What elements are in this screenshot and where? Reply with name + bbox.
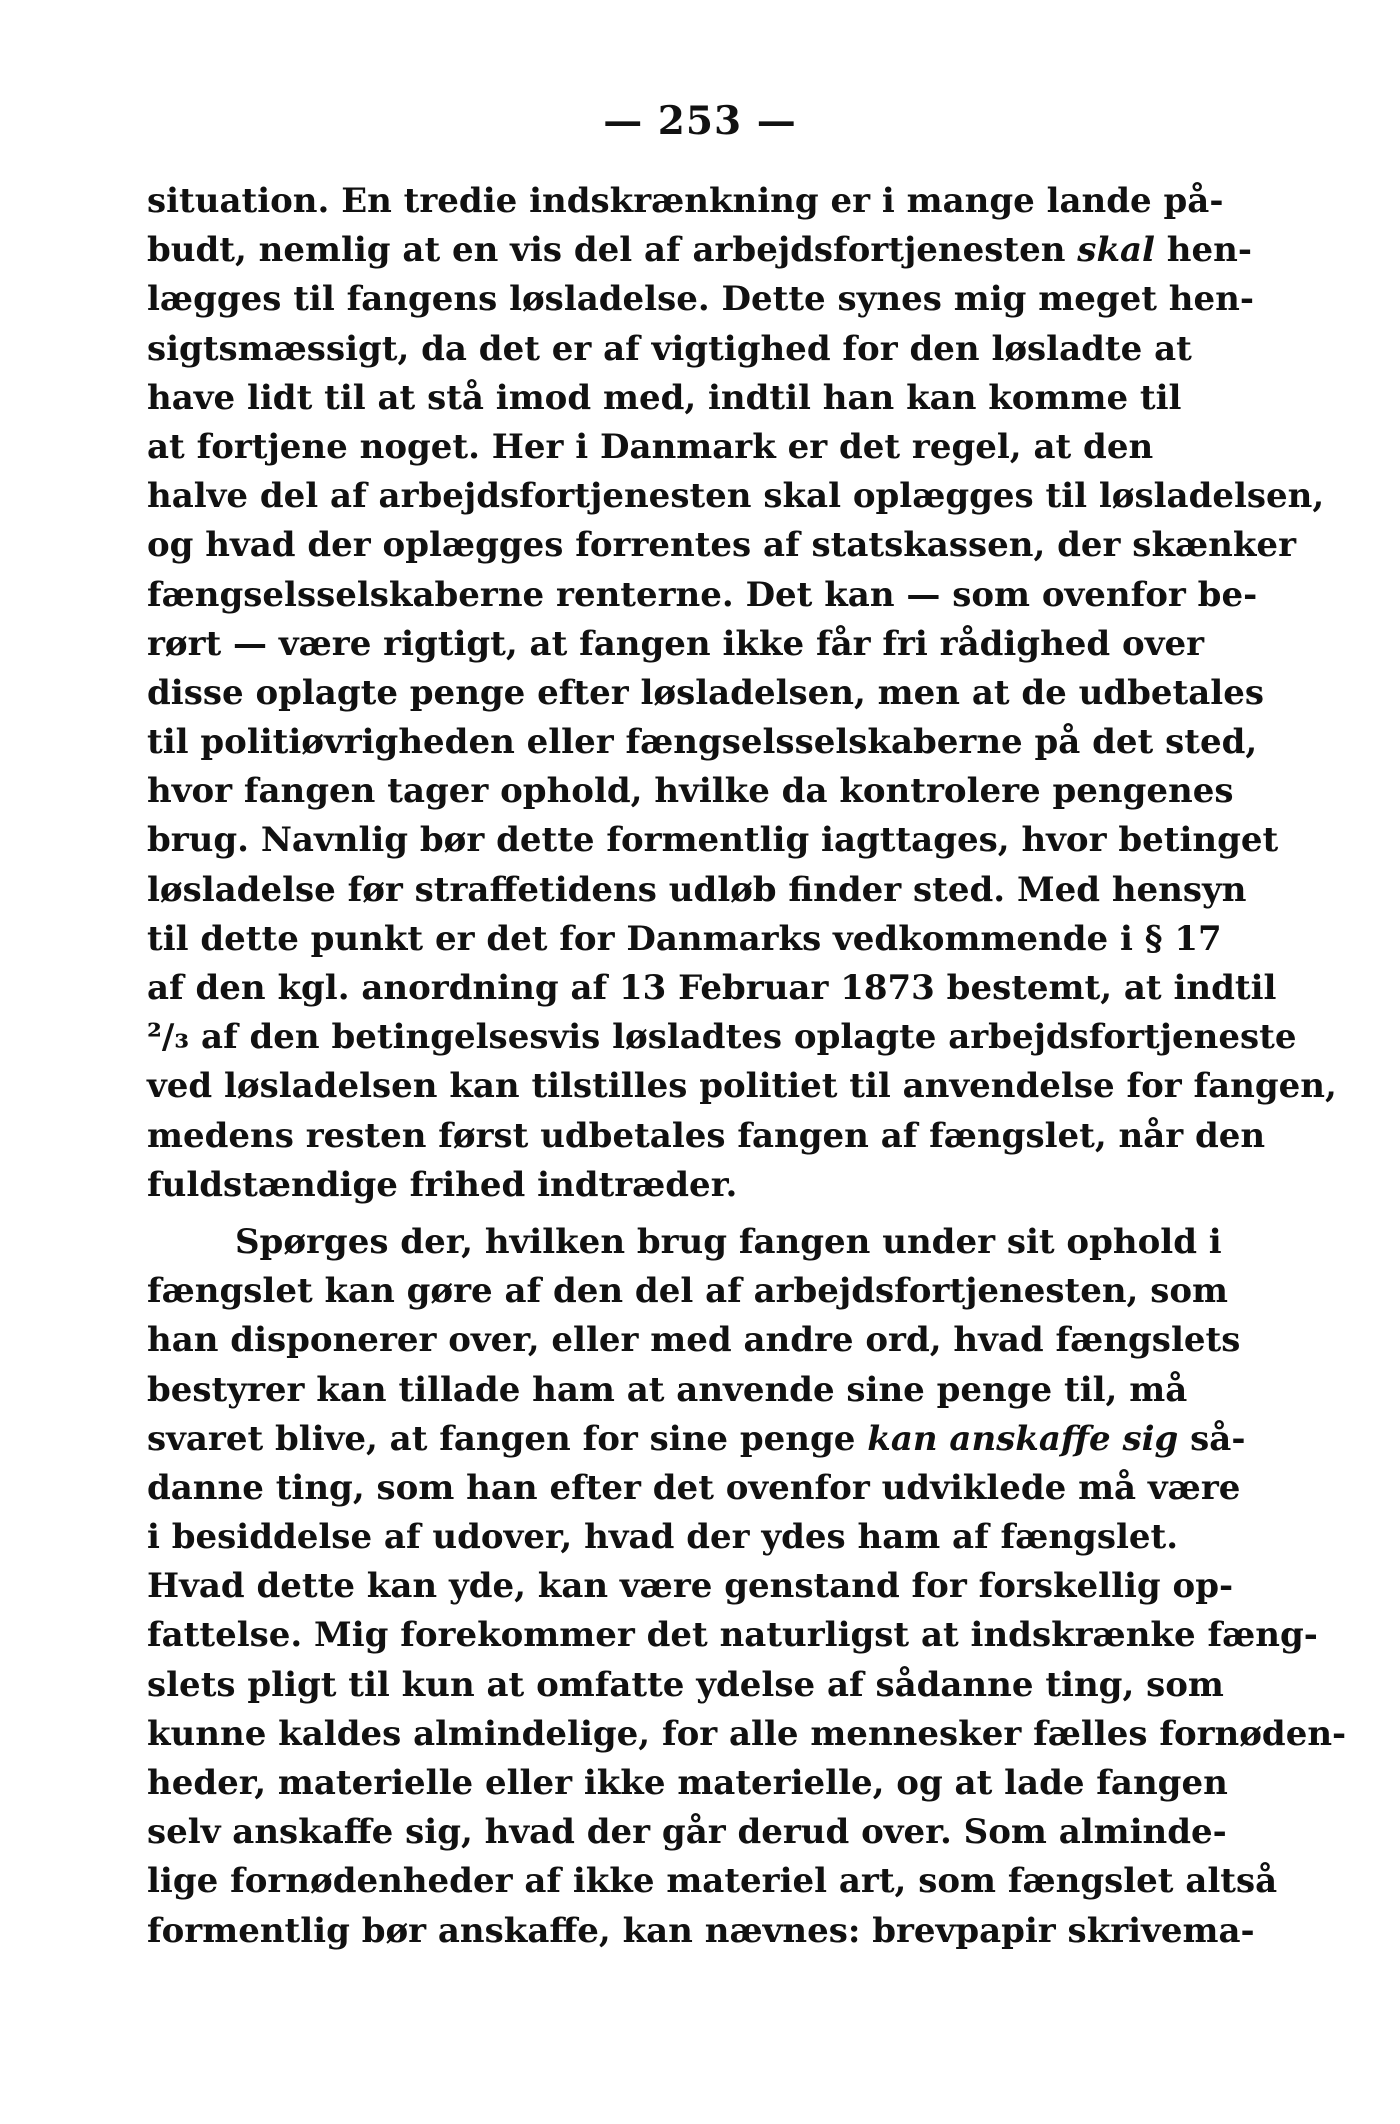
text-line: medens resten først udbetales fangen af fængslet, når den [147, 1115, 1266, 1156]
text-line: budt, nemlig at en vis del af arbejdsfortjenesten skal hen- [147, 230, 1252, 271]
text-line: lægges til fangens løsladelse. Dette synes mig meget hen- [147, 279, 1254, 320]
text-line: formentlig bør anskaffe, kan nævnes: brevpapir skrivema- [147, 1910, 1255, 1951]
text-line: fuldstændige frihed indtræder. [147, 1164, 738, 1205]
text-line: heder, materielle eller ikke materielle, og at lade fangen [147, 1763, 1228, 1803]
text-line: halve del af arbejdsfortjenesten skal oplægges til løsladelsen, [147, 476, 1325, 517]
text-line: fattelse. Mig forekommer det naturligst at indskrænke fæng- [147, 1615, 1318, 1656]
text-line: rørt — være rigtigt, at fangen ikke får fri rådighed over [147, 623, 1205, 664]
text-line: selv anskaffe sig, hvad der går derud over. Som alminde- [147, 1812, 1227, 1853]
body-text [147, 177, 1347, 1956]
text-line: af den kgl. anordning af 13 Februar 1873 bestemt, at indtil [147, 968, 1277, 1008]
text-line: lige fornødenheder af ikke materiel art, som fængslet altså [147, 1861, 1278, 1902]
text-line: Hvad dette kan yde, kan være genstand for forskellig op- [147, 1566, 1234, 1607]
text-line: til dette punkt er det for Danmarks vedkommende i § 17 [147, 918, 1222, 959]
text-line: disse oplagte penge efter løsladelsen, men at de udbetales [147, 672, 1264, 713]
text-line: og hvad der oplægges forrentes af statskassen, der skænker [147, 525, 1296, 566]
text-line: hvor fangen tager ophold, hvilke da kontrolere pengenes [147, 771, 1234, 812]
text-line: til politiøvrigheden eller fængselsselskaberne på det sted, [147, 722, 1258, 763]
text-line: svaret blive, at fangen for sine penge kan anskaffe sig så- [147, 1418, 1246, 1459]
text-line: han disponerer over, eller med andre ord, hvad fængslets [147, 1320, 1241, 1361]
text-line: brug. Navnlig bør dette formentlig iagttages, hvor betinget [147, 820, 1279, 861]
text-line: sigtsmæssigt, da det er af vigtighed for den løsladte at [147, 328, 1192, 369]
text-line: situation. En tredie indskrænkning er i mange lande på- [147, 181, 1224, 221]
text-line: have lidt til at stå imod med, indtil han kan komme til [147, 377, 1182, 418]
text-line: at fortjene noget. Her i Danmark er det regel, at den [147, 426, 1154, 467]
page-number: — 253 — [603, 98, 797, 144]
text-line: fængslet kan gøre af den del af arbejdsfortjenesten, som [147, 1271, 1229, 1312]
text-line: bestyrer kan tillade ham at anvende sine penge til, må [147, 1369, 1188, 1410]
text-line: Spørges der, hvilken brug fangen under sit ophold i [235, 1221, 1222, 1262]
text-line: ²/₃ af den betingelsesvis løsladtes oplagte arbejdsfortjeneste [147, 1017, 1297, 1058]
text-line: løsladelse før straffetidens udløb finder sted. Med hensyn [147, 869, 1247, 910]
text-line: kunne kaldes almindelige, for alle mennesker fælles fornøden- [147, 1713, 1347, 1754]
paragraph-2 [147, 1218, 1347, 1956]
text-line: danne ting, som han efter det ovenfor udviklede må være [147, 1467, 1241, 1508]
paragraph-1 [147, 177, 1337, 1210]
text-line: slets pligt til kun at omfatte ydelse af sådanne ting, som [147, 1664, 1224, 1705]
text-line: fængselsselskaberne renterne. Det kan — som ovenfor be- [147, 574, 1258, 615]
text-line: i besiddelse af udover, hvad der ydes ham af fængslet. [147, 1517, 1179, 1558]
text-line: ved løsladelsen kan tilstilles politiet til anvendelse for fangen, [147, 1066, 1337, 1107]
